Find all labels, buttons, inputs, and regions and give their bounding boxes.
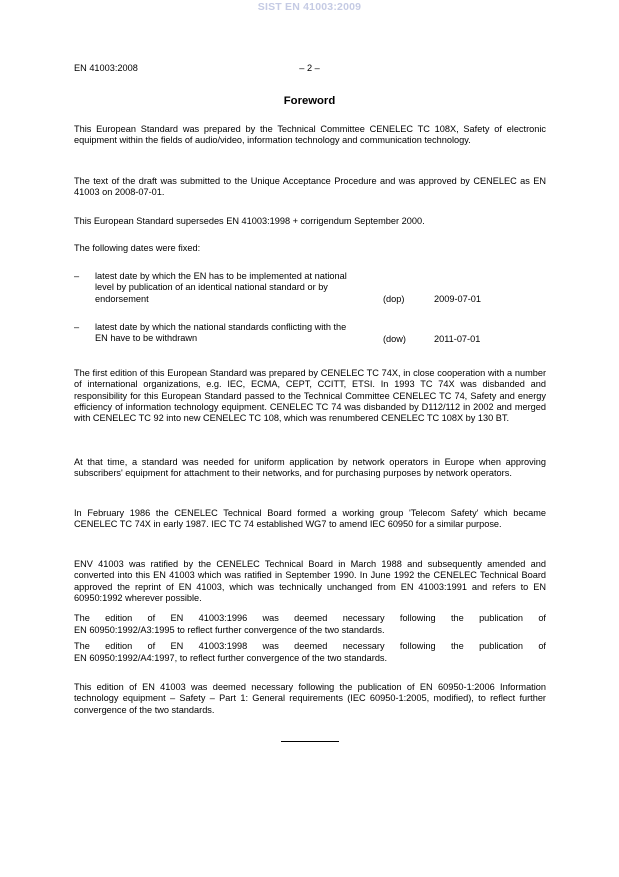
paragraph-at-that-time: At that time, a standard was needed for uniform application by network operators in Europe when approving subscribers' equipment for attachment to their networks, and for purchasing purposes by network operators. bbox=[74, 457, 546, 479]
end-rule bbox=[281, 741, 339, 742]
paragraph-dates-intro: The following dates were fixed: bbox=[74, 243, 201, 253]
date-item-date: 2011-07-01 bbox=[434, 334, 481, 344]
date-item-code: (dop) bbox=[383, 294, 405, 304]
paragraph-line: The edition of EN 41003:1996 was deemed necessary following the publication of bbox=[74, 613, 546, 623]
paragraph-line: The edition of EN 41003:1998 was deemed necessary following the publication of bbox=[74, 641, 546, 651]
date-item-text: latest date by which the national standards conflicting with the EN have to be withdrawn bbox=[95, 322, 347, 344]
page-title: Foreword bbox=[283, 95, 336, 107]
paragraph-prepared-by: This European Standard was prepared by the Technical Committee CENELEC TC 108X, Safety of electronic equipment within the fields of audio/video, information technology and communication technology. bbox=[74, 124, 546, 146]
date-item-text: latest date by which the EN has to be implemented at national level by publication of an identical national standard or by endorsement bbox=[95, 271, 347, 304]
paragraph-line: EN 60950:1992/A3:1995 to reflect further convergence of the two standards. bbox=[74, 625, 385, 635]
list-dash: – bbox=[74, 322, 80, 332]
paragraph-supersedes: This European Standard supersedes EN 41003:1998 + corrigendum September 2000. bbox=[74, 216, 425, 226]
paragraph-this-edition: This edition of EN 41003 was deemed necessary following the publication of EN 60950-1:2006 Information technology equipment – Safety – Part 1: General requirements (IEC 60950-1:2005, modified), to reflect further convergence of the two standards. bbox=[74, 682, 546, 715]
list-dash: – bbox=[74, 271, 80, 281]
document-id: EN 41003:2008 bbox=[74, 63, 138, 73]
paragraph-first-edition: The first edition of this European Standard was prepared by CENELEC TC 74X, in close cooperation with a number of international organizations, e.g. IEC, ECMA, CEPT, CCITT, ETSI. In 1993 TC 74X was disbanded and responsibility for this European Standard passed to the Technical Committee CENELEC TC 74, Safety and energy efficiency of information technology equipment. CENELEC TC 74 was disbanded by D112/112 in 2002 and merged with CENELEC TC 92 into new CENELEC TC 108, which was renumbered CENELEC TC 108X by 130 BT. bbox=[74, 368, 546, 424]
paragraph-approval: The text of the draft was submitted to the Unique Acceptance Procedure and was approved by CENELEC as EN 41003 on 2008-07-01. bbox=[74, 176, 546, 198]
paragraph-february-1986: In February 1986 the CENELEC Technical Board formed a working group 'Telecom Safety' which became CENELEC TC 74X in early 1987. IEC TC 74 established WG7 to amend IEC 60950 for a similar purpose. bbox=[74, 508, 546, 530]
date-item-date: 2009-07-01 bbox=[434, 294, 481, 304]
page-number: – 2 – bbox=[299, 63, 320, 73]
date-item-code: (dow) bbox=[383, 334, 406, 344]
paragraph-env-41003: ENV 41003 was ratified by the CENELEC Technical Board in March 1988 and subsequently amended and converted into this EN 41003 which was ratified in September 1990. In June 1992 the CENELEC Technical Board approved the reprint of EN 41003, which was technically unchanged from EN 41003:1991 and refers to EN 60950:1992 wherever possible. bbox=[74, 559, 546, 603]
watermark: SIST EN 41003:2009 bbox=[257, 1, 362, 13]
paragraph-line: EN 60950:1992/A4:1997, to reflect further convergence of the two standards. bbox=[74, 653, 388, 663]
